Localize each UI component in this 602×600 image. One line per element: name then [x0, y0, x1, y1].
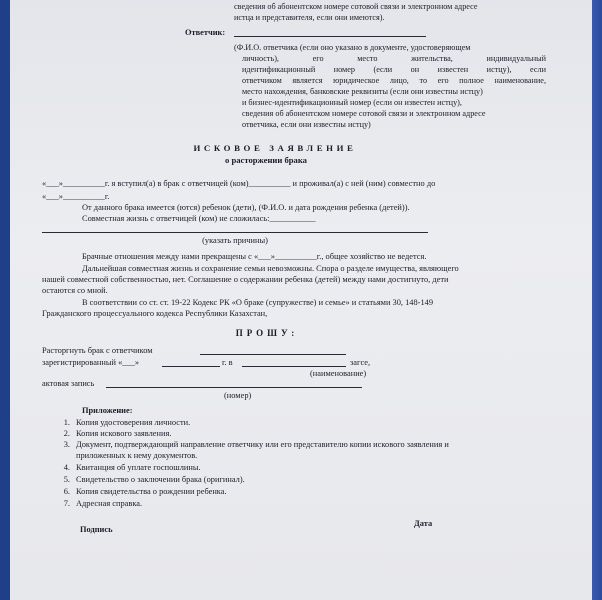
attachment-item: 5. Свидетельство о заключении брака (оригинал).: [63, 475, 245, 484]
left-binder-edge: [0, 0, 10, 600]
number-caption: (номер): [224, 391, 252, 400]
respondent-info-line: (Ф.И.О. ответчика (если оно указано в документе, удостоверяющем: [234, 43, 471, 52]
body-line: остаются со мной.: [42, 286, 108, 295]
attachment-item: 7. Адресная справка.: [63, 499, 143, 508]
body-line: Дальнейшая совместная жизнь и сохранение семьи невозможны. Спора о разделе имущества, являющего: [82, 264, 459, 273]
body-line: Гражданского процессуального кодекса Республики Казахстан,: [42, 309, 268, 318]
claim-subtitle: о расторжении брака: [225, 155, 307, 165]
respondent-info-line: ответчиком является юридическое лицо, то его полное наименование,: [242, 76, 546, 85]
naming-caption: (наименование): [310, 369, 367, 378]
attachment-item: 6. Копия свидетельства о рождении ребенка.: [63, 487, 227, 496]
date-label: Дата: [414, 519, 433, 528]
date-underline: [162, 366, 220, 367]
body-line: нашей совместной собственностью, нет. Соглашение о содержании ребенка (детей) между нами достигнуто, дети: [42, 275, 449, 284]
body-line: Совместная жизнь с ответчицей (ком) не сложилась:___________: [82, 214, 316, 223]
reason-underline: [42, 232, 428, 233]
attachment-item: 1. Копия удостоверения личности.: [63, 418, 191, 427]
attachment-item: 4. Квитанция об уплате госпошлины.: [63, 463, 201, 472]
respondent-underline: [234, 36, 426, 37]
registry-underline: [242, 366, 346, 367]
request-line: актовая запись: [42, 379, 95, 388]
body-line: «___»__________г. я вступил(а) в брак с ответчицей (ком)__________ и проживал(а) с ней (ним) совместно до: [42, 179, 436, 188]
body-line: «___»__________г.: [42, 192, 110, 201]
respondent-info-line: и бизнес-идентификационный номер (если он известен истцу),: [242, 98, 462, 107]
attachment-item: приложенных к нему документов.: [76, 451, 198, 460]
respondent-name-underline: [200, 354, 346, 355]
respondent-info-line: идентификационный номер (если он известен истцу), если: [242, 65, 546, 74]
document-page: [10, 0, 592, 600]
right-binder-edge: [592, 0, 602, 600]
reason-caption: (указать причины): [202, 236, 268, 245]
request-title: ПРОШУ:: [235, 328, 299, 338]
respondent-info-line: место нахождения, банковские реквизиты (если они известны истцу): [242, 87, 483, 96]
respondent-info-line: сведения об абонентском номере сотовой связи и электронном адресе: [242, 109, 486, 118]
request-line: зарегистрированный «___»: [42, 358, 140, 367]
record-underline: [106, 387, 362, 388]
plaintiff-info-line: истца и представителя, если они имеются).: [234, 13, 385, 22]
signature-label: Подпись: [80, 525, 113, 534]
attachments-title: Приложение:: [82, 406, 133, 415]
claim-title: ИСКОВОЕ ЗАЯВЛЕНИЕ: [193, 143, 357, 153]
body-line: В соответствии со ст. ст. 19-22 Кодекс РК «О браке (супружестве) и семье» и статьями 30, 148-149: [82, 298, 434, 307]
respondent-label: Ответчик:: [185, 28, 226, 37]
plaintiff-info-line: сведения об абонентском номере сотовой связи и электронном адресе: [234, 2, 478, 11]
request-line: г. в: [222, 358, 233, 367]
request-line: Расторгнуть брак с ответчиком: [42, 346, 153, 355]
request-line: загсе,: [350, 358, 371, 367]
attachment-item: 3. Документ, подтверждающий направление ответчику или его представителю копии искового заявления и: [63, 440, 449, 449]
respondent-info-line: ответчика, если они известны истцу): [242, 120, 371, 129]
respondent-info-line: личность), его место жительства, индивидуальный: [242, 54, 546, 63]
body-line: От данного брака имеется (ются) ребенок (дети), (Ф.И.О. и дата рождения ребенка (детей)).: [82, 203, 410, 212]
attachment-item: 2. Копия искового заявления.: [63, 429, 172, 438]
body-line: Брачные отношения между нами прекращены с «___»__________г., общее хозяйство не ведется.: [82, 252, 427, 261]
